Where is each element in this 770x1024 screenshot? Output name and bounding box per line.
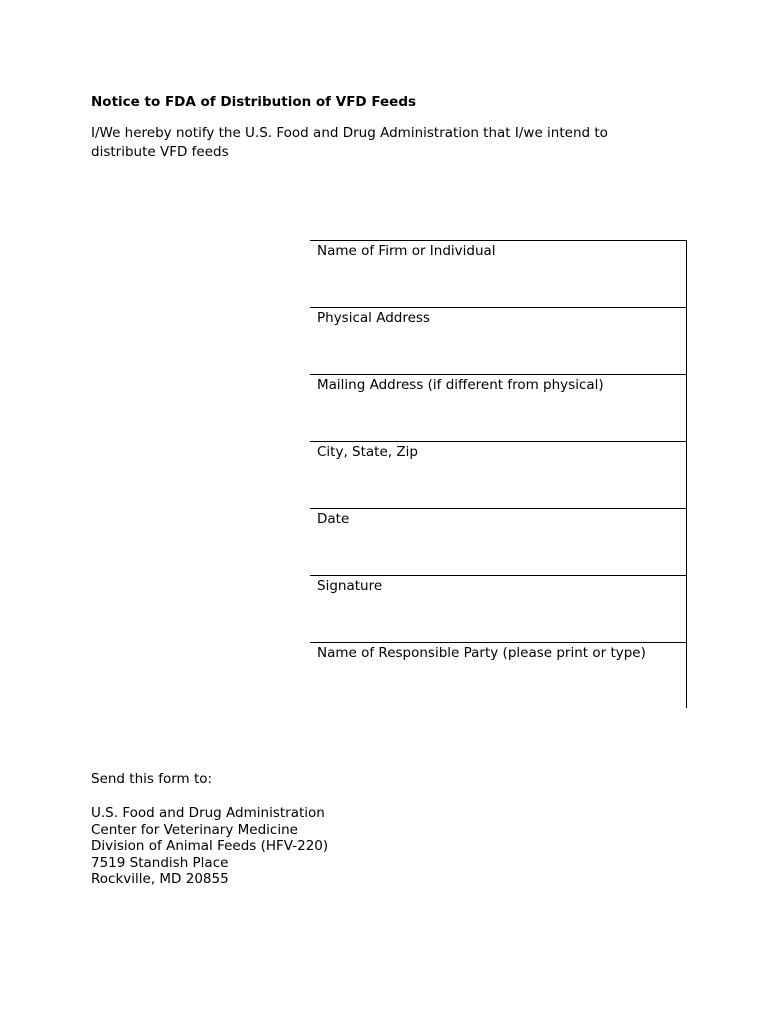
address-line: 7519 Standish Place <box>91 854 229 871</box>
field-label-date: Date <box>317 511 350 527</box>
field-label-responsible-party: Name of Responsible Party (please print or type) <box>317 645 646 661</box>
field-label-mailing-address: Mailing Address (if different from physical) <box>317 377 604 393</box>
address-line: Division of Animal Feeds (HFV-220) <box>91 838 329 854</box>
address-line: Center for Veterinary Medicine <box>91 821 298 838</box>
field-city-state-zip[interactable] <box>310 441 686 508</box>
field-firm-name[interactable] <box>310 240 686 307</box>
field-label-firm-name: Name of Firm or Individual <box>317 243 496 259</box>
address-line: Rockville, MD 20855 <box>91 871 229 887</box>
address-line: U.S. Food and Drug Administration <box>91 805 325 821</box>
field-responsible-party[interactable] <box>310 642 686 709</box>
document-title: Notice to FDA of Distribution of VFD Feeds <box>91 94 417 110</box>
send-to-label: Send this form to: <box>91 771 213 787</box>
field-mailing-address[interactable] <box>310 374 686 441</box>
field-date[interactable] <box>310 508 686 575</box>
field-label-physical-address: Physical Address <box>317 310 430 326</box>
field-signature[interactable] <box>310 575 686 642</box>
field-label-signature: Signature <box>317 578 383 594</box>
mailing-address-block <box>91 805 328 888</box>
intro-paragraph: I/We hereby notify the U.S. Food and Drug Administration that I/we intend to distribute VFD feeds <box>91 125 608 160</box>
field-label-city-state-zip: City, State, Zip <box>317 444 418 460</box>
field-physical-address[interactable] <box>310 307 686 374</box>
notice-form <box>310 240 687 708</box>
